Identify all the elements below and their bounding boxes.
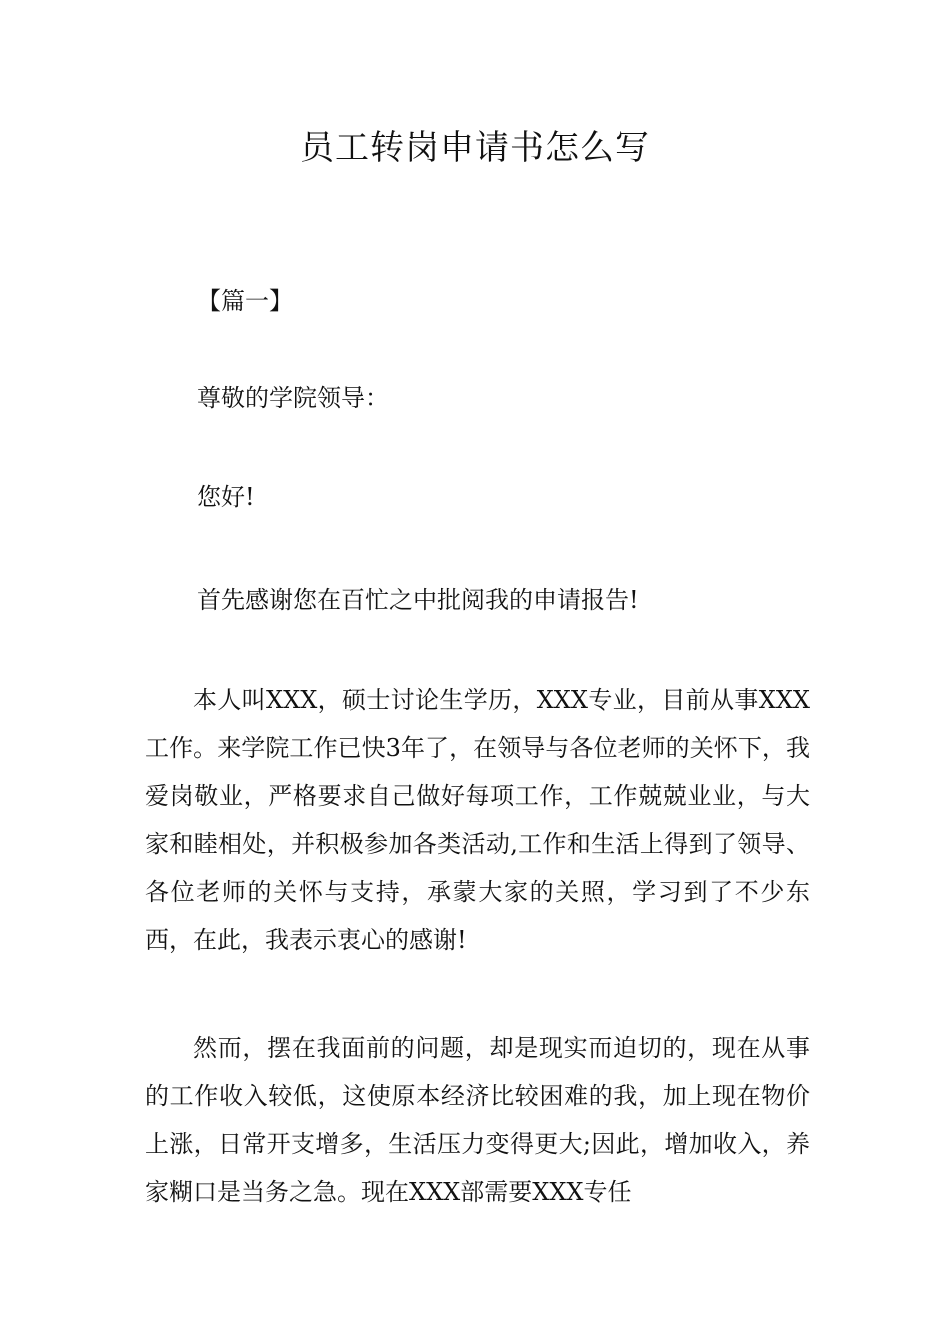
greeting: 您好! [197,483,255,511]
salutation: 尊敬的学院领导： [197,384,389,412]
body-paragraph-1: 本人叫XXX，硕士讨论生学历，XXX专业，目前从事XXX工作。来学院工作已快3年了，在领导与各位老师的关怀下，我爱岗敬业，严格要求自己做好每项工作，工作兢兢业业，与大家和睦相处，并积极参加各类活动,工作和生活上得到了领导、各位老师的关怀与支持，承蒙大家的关照，学习到了不少东西，在此，我表示衷心的感谢! [145,686,810,954]
document-title: 员工转岗申请书怎么写 [300,128,650,168]
opening-sentence: 首先感谢您在百忙之中批阅我的申请报告! [197,586,639,614]
body-paragraph-2: 然而，摆在我面前的问题，却是现实而迫切的，现在从事的工作收入较低，这使原本经济比较困难的我，加上现在物价上涨，日常开支增多，生活压力变得更大;因此，增加收入，养家糊口是当务之急。现在XXX部需要XXX专任 [145,1034,810,1206]
section-label: 【篇一】 [197,287,293,315]
